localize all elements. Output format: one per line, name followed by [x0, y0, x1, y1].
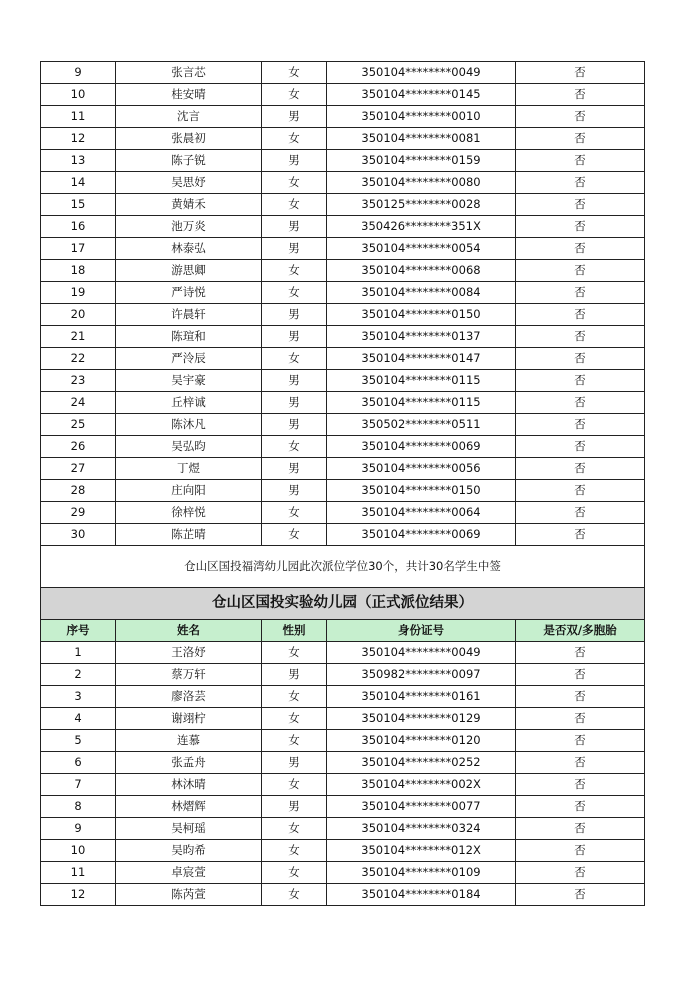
cell-twin: 否	[516, 304, 645, 326]
cell-twin: 否	[516, 686, 645, 708]
cell-twin: 否	[516, 774, 645, 796]
cell-name: 池万炎	[116, 216, 262, 238]
cell-twin: 否	[516, 216, 645, 238]
cell-name: 廖洛芸	[116, 686, 262, 708]
table-row	[41, 458, 645, 480]
cell-no: 29	[41, 502, 116, 524]
table-row	[41, 106, 645, 128]
cell-gender: 女	[262, 502, 327, 524]
cell-id: 350104********0084	[327, 282, 516, 304]
table-row	[41, 436, 645, 458]
cell-no: 17	[41, 238, 116, 260]
cell-twin: 否	[516, 840, 645, 862]
cell-no: 9	[41, 62, 116, 84]
cell-gender: 男	[262, 752, 327, 774]
cell-no: 2	[41, 664, 116, 686]
cell-gender: 女	[262, 642, 327, 664]
header-twin: 是否双/多胞胎	[516, 620, 645, 642]
cell-gender: 女	[262, 128, 327, 150]
table-row	[41, 62, 645, 84]
cell-no: 11	[41, 862, 116, 884]
cell-no: 11	[41, 106, 116, 128]
cell-no: 1	[41, 642, 116, 664]
header-no: 序号	[41, 620, 116, 642]
cell-name: 吴弘昀	[116, 436, 262, 458]
cell-no: 12	[41, 884, 116, 906]
cell-gender: 男	[262, 106, 327, 128]
cell-id: 350104********0120	[327, 730, 516, 752]
cell-id: 350104********0115	[327, 370, 516, 392]
cell-no: 4	[41, 708, 116, 730]
table-row	[41, 686, 645, 708]
table-row	[41, 642, 645, 664]
cell-name: 游思卿	[116, 260, 262, 282]
cell-gender: 女	[262, 862, 327, 884]
cell-twin: 否	[516, 194, 645, 216]
cell-gender: 女	[262, 172, 327, 194]
cell-gender: 女	[262, 62, 327, 84]
cell-name: 严泠辰	[116, 348, 262, 370]
cell-gender: 女	[262, 840, 327, 862]
cell-gender: 女	[262, 436, 327, 458]
cell-twin: 否	[516, 642, 645, 664]
cell-id: 350104********0010	[327, 106, 516, 128]
cell-id: 350104********0064	[327, 502, 516, 524]
cell-gender: 男	[262, 238, 327, 260]
table-row	[41, 840, 645, 862]
document-page	[40, 61, 644, 906]
table-row	[41, 796, 645, 818]
cell-gender: 女	[262, 708, 327, 730]
cell-id: 350104********0150	[327, 304, 516, 326]
cell-twin: 否	[516, 730, 645, 752]
cell-id: 350426********351X	[327, 216, 516, 238]
cell-id: 350104********0137	[327, 326, 516, 348]
cell-twin: 否	[516, 260, 645, 282]
cell-gender: 女	[262, 348, 327, 370]
cell-no: 26	[41, 436, 116, 458]
cell-gender: 女	[262, 686, 327, 708]
table1-body	[41, 62, 645, 546]
cell-gender: 女	[262, 884, 327, 906]
cell-twin: 否	[516, 524, 645, 546]
cell-twin: 否	[516, 150, 645, 172]
cell-gender: 女	[262, 194, 327, 216]
section-title-row	[41, 588, 645, 620]
cell-id: 350104********0049	[327, 642, 516, 664]
cell-id: 350104********0049	[327, 62, 516, 84]
cell-name: 黄婧禾	[116, 194, 262, 216]
cell-id: 350104********0080	[327, 172, 516, 194]
table-row	[41, 480, 645, 502]
cell-id: 350125********0028	[327, 194, 516, 216]
cell-id: 350104********0068	[327, 260, 516, 282]
cell-id: 350104********0184	[327, 884, 516, 906]
cell-id: 350104********0056	[327, 458, 516, 480]
cell-no: 7	[41, 774, 116, 796]
cell-no: 8	[41, 796, 116, 818]
table-row	[41, 862, 645, 884]
cell-name: 谢翊柠	[116, 708, 262, 730]
cell-no: 24	[41, 392, 116, 414]
table2-body	[41, 642, 645, 906]
cell-twin: 否	[516, 238, 645, 260]
cell-gender: 男	[262, 664, 327, 686]
cell-twin: 否	[516, 436, 645, 458]
cell-twin: 否	[516, 884, 645, 906]
cell-name: 张晨初	[116, 128, 262, 150]
cell-name: 张孟舟	[116, 752, 262, 774]
cell-name: 严诗悦	[116, 282, 262, 304]
cell-no: 18	[41, 260, 116, 282]
cell-id: 350104********0054	[327, 238, 516, 260]
table-row	[41, 664, 645, 686]
cell-name: 桂安晴	[116, 84, 262, 106]
cell-gender: 男	[262, 392, 327, 414]
cell-name: 吴宇豪	[116, 370, 262, 392]
cell-twin: 否	[516, 818, 645, 840]
header-name: 姓名	[116, 620, 262, 642]
cell-no: 10	[41, 84, 116, 106]
cell-no: 25	[41, 414, 116, 436]
cell-name: 吴思妤	[116, 172, 262, 194]
cell-gender: 女	[262, 282, 327, 304]
header-id: 身份证号	[327, 620, 516, 642]
table-row	[41, 326, 645, 348]
table-row	[41, 348, 645, 370]
table-row	[41, 238, 645, 260]
table-row	[41, 752, 645, 774]
cell-gender: 男	[262, 480, 327, 502]
cell-id: 350104********0109	[327, 862, 516, 884]
cell-no: 23	[41, 370, 116, 392]
cell-gender: 女	[262, 730, 327, 752]
table-row	[41, 524, 645, 546]
cell-id: 350502********0511	[327, 414, 516, 436]
cell-no: 5	[41, 730, 116, 752]
cell-name: 卓宸萱	[116, 862, 262, 884]
header-row	[41, 620, 645, 642]
cell-name: 林泰弘	[116, 238, 262, 260]
cell-name: 陈芷晴	[116, 524, 262, 546]
cell-no: 9	[41, 818, 116, 840]
cell-name: 林沐晴	[116, 774, 262, 796]
cell-name: 吴柯瑶	[116, 818, 262, 840]
table-row	[41, 708, 645, 730]
cell-no: 3	[41, 686, 116, 708]
cell-name: 徐梓悦	[116, 502, 262, 524]
cell-id: 350104********0077	[327, 796, 516, 818]
cell-twin: 否	[516, 172, 645, 194]
table-row	[41, 128, 645, 150]
cell-no: 15	[41, 194, 116, 216]
cell-twin: 否	[516, 502, 645, 524]
cell-gender: 女	[262, 774, 327, 796]
cell-id: 350104********0069	[327, 524, 516, 546]
cell-id: 350104********002X	[327, 774, 516, 796]
cell-id: 350982********0097	[327, 664, 516, 686]
cell-id: 350104********0115	[327, 392, 516, 414]
table-row	[41, 260, 645, 282]
cell-twin: 否	[516, 708, 645, 730]
cell-name: 陈芮萱	[116, 884, 262, 906]
cell-no: 28	[41, 480, 116, 502]
cell-gender: 女	[262, 260, 327, 282]
cell-twin: 否	[516, 392, 645, 414]
cell-name: 张言芯	[116, 62, 262, 84]
cell-twin: 否	[516, 106, 645, 128]
cell-name: 连慕	[116, 730, 262, 752]
cell-twin: 否	[516, 796, 645, 818]
cell-no: 21	[41, 326, 116, 348]
cell-twin: 否	[516, 348, 645, 370]
table-row	[41, 818, 645, 840]
cell-twin: 否	[516, 370, 645, 392]
table-row	[41, 172, 645, 194]
cell-gender: 男	[262, 458, 327, 480]
table-row	[41, 304, 645, 326]
header-gender: 性别	[262, 620, 327, 642]
table-row	[41, 84, 645, 106]
table-row	[41, 392, 645, 414]
cell-twin: 否	[516, 664, 645, 686]
cell-gender: 女	[262, 84, 327, 106]
cell-no: 30	[41, 524, 116, 546]
cell-id: 350104********0069	[327, 436, 516, 458]
cell-twin: 否	[516, 282, 645, 304]
cell-no: 10	[41, 840, 116, 862]
cell-twin: 否	[516, 128, 645, 150]
allocation-table	[40, 61, 645, 906]
cell-twin: 否	[516, 752, 645, 774]
cell-no: 20	[41, 304, 116, 326]
table-row	[41, 150, 645, 172]
table-row	[41, 414, 645, 436]
cell-name: 丁煜	[116, 458, 262, 480]
cell-gender: 女	[262, 524, 327, 546]
cell-id: 350104********0159	[327, 150, 516, 172]
table-row	[41, 216, 645, 238]
cell-id: 350104********0150	[327, 480, 516, 502]
cell-gender: 男	[262, 796, 327, 818]
cell-no: 16	[41, 216, 116, 238]
cell-gender: 男	[262, 326, 327, 348]
cell-no: 27	[41, 458, 116, 480]
cell-name: 吴昀希	[116, 840, 262, 862]
cell-name: 许晨轩	[116, 304, 262, 326]
cell-twin: 否	[516, 480, 645, 502]
cell-id: 350104********0081	[327, 128, 516, 150]
cell-name: 庄向阳	[116, 480, 262, 502]
cell-twin: 否	[516, 414, 645, 436]
cell-no: 6	[41, 752, 116, 774]
cell-twin: 否	[516, 326, 645, 348]
cell-no: 14	[41, 172, 116, 194]
table-row	[41, 370, 645, 392]
cell-no: 13	[41, 150, 116, 172]
table-row	[41, 730, 645, 752]
cell-id: 350104********0161	[327, 686, 516, 708]
cell-id: 350104********0324	[327, 818, 516, 840]
cell-name: 丘梓诚	[116, 392, 262, 414]
cell-name: 陈瑄和	[116, 326, 262, 348]
cell-twin: 否	[516, 84, 645, 106]
cell-name: 蔡万轩	[116, 664, 262, 686]
cell-name: 陈沐凡	[116, 414, 262, 436]
cell-name: 陈子锐	[116, 150, 262, 172]
cell-gender: 女	[262, 818, 327, 840]
cell-gender: 男	[262, 304, 327, 326]
summary-note: 仓山区国投福湾幼儿园此次派位学位30个，共计30名学生中签	[41, 546, 645, 588]
cell-id: 350104********0145	[327, 84, 516, 106]
cell-gender: 男	[262, 150, 327, 172]
table-row	[41, 884, 645, 906]
cell-no: 12	[41, 128, 116, 150]
table-row	[41, 502, 645, 524]
summary-row	[41, 546, 645, 588]
cell-id: 350104********012X	[327, 840, 516, 862]
cell-twin: 否	[516, 62, 645, 84]
cell-twin: 否	[516, 862, 645, 884]
cell-id: 350104********0252	[327, 752, 516, 774]
table-row	[41, 282, 645, 304]
cell-gender: 男	[262, 370, 327, 392]
table-row	[41, 774, 645, 796]
cell-name: 林熠辉	[116, 796, 262, 818]
table-row	[41, 194, 645, 216]
cell-twin: 否	[516, 458, 645, 480]
cell-gender: 男	[262, 414, 327, 436]
cell-name: 王洛妤	[116, 642, 262, 664]
cell-no: 22	[41, 348, 116, 370]
cell-name: 沈言	[116, 106, 262, 128]
cell-no: 19	[41, 282, 116, 304]
cell-id: 350104********0129	[327, 708, 516, 730]
section-title: 仓山区国投实验幼儿园（正式派位结果）	[41, 588, 645, 620]
cell-gender: 男	[262, 216, 327, 238]
cell-id: 350104********0147	[327, 348, 516, 370]
